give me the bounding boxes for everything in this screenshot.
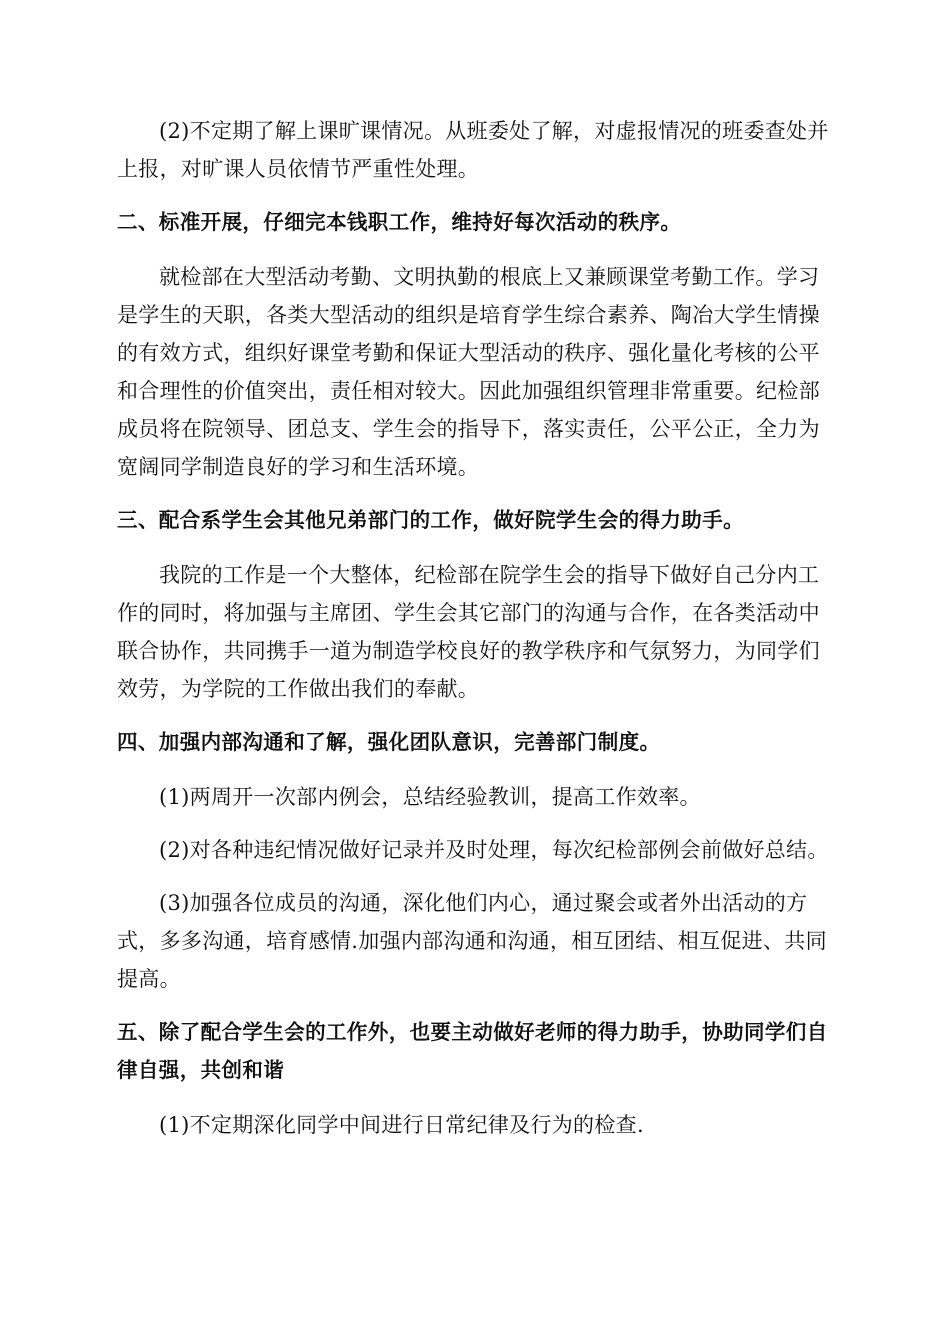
paragraph-truancy-check: (2)不定期了解上课旷课情况。从班委处了解，对虚报情况的班委查处并上报，对旷课人员依情节严重性处理。 [117, 119, 829, 181]
section-heading-3: 三、配合系学生会其他兄弟部门的工作，做好院学生会的得力助手。 [117, 508, 744, 532]
section-heading-2: 二、标准开展，仔细完本钱职工作，维持好每次活动的秩序。 [117, 210, 682, 234]
paragraph-violation-records: (2)对各种违纪情况做好记录并及时处理，每次纪检部例会前做好总结。 [159, 838, 829, 862]
paragraph-biweekly-meeting: (1)两周开一次部内例会，总结经验教训，提高工作效率。 [159, 785, 701, 809]
paragraph-attendance-duty: 就检部在大型活动考勤、文明执勤的根底上又兼顾课堂考勤工作。学习是学生的天职，各类大型活动的组织是培育学生综合素养、陶冶大学生情操的有效方式，组织好课堂考勤和保证大型活动的秩序、强化量化考核的公平和合理性的价值突出，责任相对较大。因此加强组织管理非常重要。纪检部成员将在院领导、团总支、学生会的指导下，落实责任，公平公正，全力为宽阔同学制造良好的学习和生活环境。 [117, 265, 820, 479]
paragraph-member-communication: (3)加强各位成员的沟通，深化他们内心，通过聚会或者外出活动的方式，多多沟通，培育感情.加强内部沟通和沟通，相互团结、相互促进、共同提高。 [117, 891, 827, 991]
paragraph-irregular-inspection: (1)不定期深化同学中间进行日常纪律及行为的检查. [159, 1113, 644, 1137]
document-body [117, 112, 833, 1159]
section-heading-5: 五、除了配合学生会的工作外，也要主动做好老师的得力助手，协助同学们自律自强，共创和谐 [117, 1020, 828, 1082]
paragraph-cooperation: 我院的工作是一个大整体，纪检部在院学生会的指导下做好自己分内工作的同时，将加强与主席团、学生会其它部门的沟通与合作，在各类活动中联合协作，共同携手一道为制造学校良好的教学秩序和气氛努力，为同学们效劳，为学院的工作做出我们的奉献。 [117, 563, 820, 701]
section-heading-4: 四、加强内部沟通和了解，强化团队意识，完善部门制度。 [117, 730, 661, 754]
